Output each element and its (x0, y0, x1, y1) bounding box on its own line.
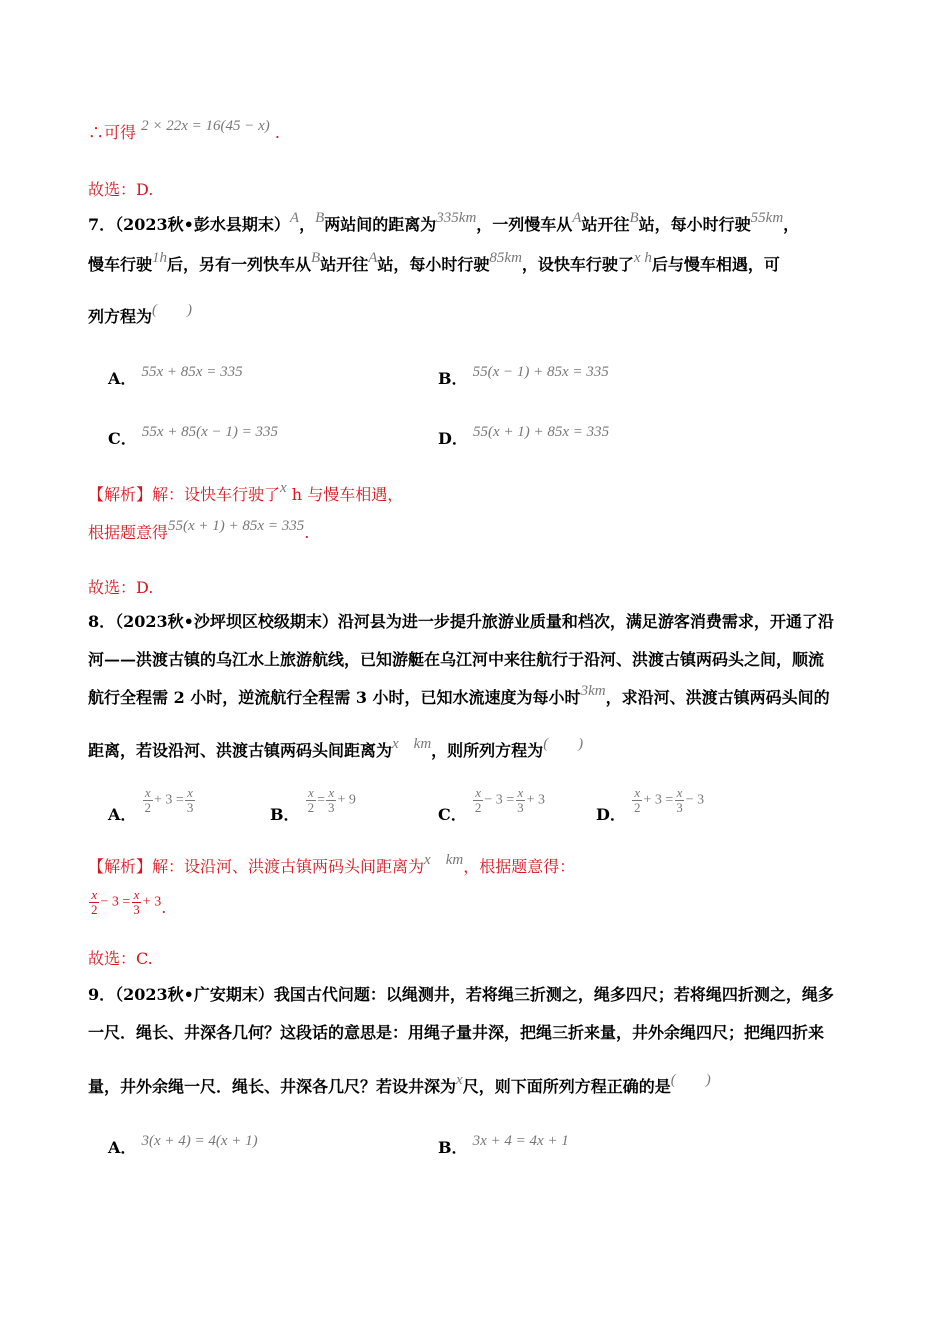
q7-line-1 (88, 212, 799, 235)
question-source: （2023秋•沙坪坝区校级期末） (115, 612, 338, 631)
text: 两站间的距离为 (324, 215, 437, 234)
operator: = (317, 792, 326, 808)
operator: + 3 (526, 792, 546, 808)
denominator: 2 (91, 902, 98, 917)
text: 尺，则下面所列方程正确的是 (462, 1077, 671, 1096)
math-var: A (289, 210, 300, 226)
answer-blank: ( ) (670, 1072, 711, 1088)
math-var: A (368, 250, 378, 266)
q7-answer: 故选：D. (88, 578, 154, 597)
fraction (131, 888, 142, 917)
analysis-tag: 【解析】 (88, 857, 153, 876)
text: 解：设沿河、洪渡古镇两码头间距离为 (152, 857, 425, 876)
q8-analysis-line-1 (88, 854, 575, 877)
q8-line-4 (88, 738, 583, 761)
text: 沿河县为进一步提升旅游业质量和档次，满足游客消费需求，开通了沿 (337, 612, 834, 631)
numerator: x (517, 785, 524, 800)
text: 站开往 (581, 215, 630, 234)
option-label: A． (108, 369, 137, 388)
operator: + 3 = (643, 792, 674, 808)
option-expression: 3x + 4 = 4x + 1 (472, 1133, 569, 1149)
text: 解：设快车行驶了 (152, 485, 281, 504)
numerator: x (676, 785, 683, 800)
question-number: 7． (88, 215, 116, 234)
text: h 与慢车相遇， (291, 485, 404, 504)
q7-option-b[interactable] (438, 366, 609, 389)
option-label: C． (438, 805, 467, 824)
text: 站，每小时行驶 (638, 215, 751, 234)
text: ，求沿河、洪渡古镇两码头间的 (605, 688, 830, 707)
option-expression: 55x + 85(x − 1) = 335 (141, 424, 279, 440)
text: 我国古代问题：以绳测井，若将绳三折测之，绳多四尺；若将绳四折测之，绳多 (273, 985, 834, 1004)
q7-option-d[interactable] (438, 426, 609, 449)
operator: − 3 (685, 792, 705, 808)
fraction (89, 888, 100, 917)
numerator: x (634, 785, 641, 800)
math-var: B (315, 210, 325, 226)
period: . (304, 523, 310, 542)
text: ， (783, 215, 800, 234)
text: 后，另有一列快车从 (167, 255, 312, 274)
option-expression (305, 786, 356, 815)
math-var: 335km (436, 210, 477, 226)
fraction (185, 786, 196, 815)
q7-line-2 (88, 252, 780, 275)
option-expression (142, 786, 197, 815)
denominator: 2 (144, 800, 152, 815)
text: 距离，若设沿河、洪渡古镇两码头间距离为 (88, 741, 393, 760)
denominator: 3 (328, 800, 335, 815)
q6-answer: 故选：D. (88, 180, 154, 199)
q7-analysis-line-2 (88, 520, 309, 543)
text: ，设快车行驶了 (521, 255, 634, 274)
q9-line-3 (88, 1074, 711, 1097)
q7-line-3 (88, 304, 192, 327)
option-label: D． (438, 429, 468, 448)
fraction (326, 786, 337, 815)
q8-option-b[interactable] (270, 785, 356, 825)
text: 站，每小时行驶 (377, 255, 490, 274)
q6-equation: 2 × 22x = 16(45 − x) (141, 118, 270, 134)
fraction (674, 786, 685, 815)
numerator: x (475, 785, 481, 800)
question-number: 9． (88, 985, 116, 1004)
q6-therefore-line (88, 120, 280, 143)
q9-line-2: 一尺．绳长、井深各几何？这段话的意思是：用绳子量井深，把绳三折来量，井外余绳四尺；把绳四折来 (88, 1023, 825, 1042)
option-expression: 55x + 85x = 335 (141, 364, 243, 380)
q9-line-1 (88, 982, 834, 1005)
fraction (632, 786, 643, 815)
option-expression: 3(x + 4) = 4(x + 1) (141, 1133, 258, 1149)
fraction (515, 786, 526, 815)
denominator: 3 (517, 800, 524, 815)
math-var: x km (392, 736, 432, 752)
q7-option-a[interactable] (108, 366, 243, 389)
math-var: x (280, 480, 287, 496)
fraction (143, 786, 154, 815)
option-label: A． (108, 1138, 137, 1157)
option-label: A． (108, 805, 137, 824)
text: 站开往 (320, 255, 369, 274)
math-var: 1h (152, 250, 168, 266)
math-var: A (572, 210, 582, 226)
fraction (306, 786, 317, 815)
numerator: x (307, 785, 314, 800)
q8-option-d[interactable] (596, 785, 705, 825)
text: 航行全程需 2 小时，逆流航行全程需 3 小时，已知水流速度为每小时 (88, 688, 581, 707)
question-source: （2023秋•广安期末） (115, 985, 274, 1004)
operator: − 3 = (100, 894, 131, 910)
math-var: 3km (580, 683, 606, 699)
q8-line-1 (88, 609, 834, 632)
text: ，则所列方程为 (431, 741, 544, 760)
q8-answer: 故选：C. (88, 949, 153, 968)
text: ，一列慢车从 (476, 215, 573, 234)
numerator: x (187, 785, 193, 800)
text: 后与慢车相遇，可 (651, 255, 780, 274)
period: . (161, 898, 167, 917)
math-var: 85km (489, 250, 522, 266)
text: ，根据题意得： (463, 857, 576, 876)
q8-option-c[interactable] (438, 785, 546, 825)
fraction (473, 786, 484, 815)
option-label: B． (438, 369, 468, 388)
denominator: 2 (307, 800, 315, 815)
q9-option-a[interactable] (108, 1135, 258, 1158)
option-label: B． (438, 1138, 468, 1157)
math-var: B (311, 250, 321, 266)
text: ， (299, 215, 316, 234)
option-label: D． (596, 805, 626, 824)
answer-blank: ( ) (543, 736, 584, 752)
numerator: x (144, 785, 151, 800)
operator: + 9 (337, 792, 356, 808)
operator: + 3 (142, 894, 162, 910)
q9-option-b[interactable] (438, 1135, 569, 1158)
q8-line-3 (88, 685, 830, 708)
math-var: x (456, 1072, 463, 1088)
analysis-equation: 55(x + 1) + 85x = 335 (168, 518, 305, 534)
denominator: 2 (633, 800, 641, 815)
text: 慢车行驶 (88, 255, 153, 274)
text: 列方程为 (88, 307, 153, 326)
text: 量，井外余绳一尺．绳长、井深各几尺？若设井深为 (88, 1077, 457, 1096)
numerator: x (328, 785, 335, 800)
option-expression (631, 786, 704, 815)
math-var: 55km (750, 210, 784, 226)
option-label: B． (270, 805, 300, 824)
option-expression: 55(x − 1) + 85x = 335 (472, 364, 609, 380)
therefore-text: ∴可得 (88, 123, 137, 142)
numerator: x (91, 887, 98, 902)
operator: + 3 = (154, 792, 184, 808)
q7-analysis-line-1 (88, 482, 403, 505)
math-var: x h (633, 250, 652, 266)
option-expression (472, 786, 545, 815)
option-expression: 55(x + 1) + 85x = 335 (472, 424, 610, 440)
period: . (274, 123, 280, 142)
question-source: （2023秋•彭水县期末） (115, 215, 290, 234)
text: 根据题意得 (88, 523, 169, 542)
q8-option-a[interactable] (108, 785, 196, 825)
math-var: B (629, 210, 639, 226)
q8-analysis-line-2 (88, 888, 166, 917)
denominator: 2 (474, 800, 482, 815)
denominator: 3 (676, 800, 683, 815)
question-number: 8． (88, 612, 116, 631)
option-label: C． (108, 429, 137, 448)
answer-blank: ( ) (152, 302, 193, 318)
numerator: x (133, 887, 140, 902)
analysis-tag: 【解析】 (88, 485, 153, 504)
q8-line-2: 河——洪渡古镇的乌江水上旅游航线，已知游艇在乌江河中来往航行于沿河、洪渡古镇两码头之间，顺流 (88, 650, 825, 669)
q7-option-c[interactable] (108, 426, 278, 449)
denominator: 3 (133, 902, 140, 917)
operator: − 3 = (484, 792, 515, 808)
math-var: x km (424, 852, 464, 868)
denominator: 3 (186, 800, 194, 815)
